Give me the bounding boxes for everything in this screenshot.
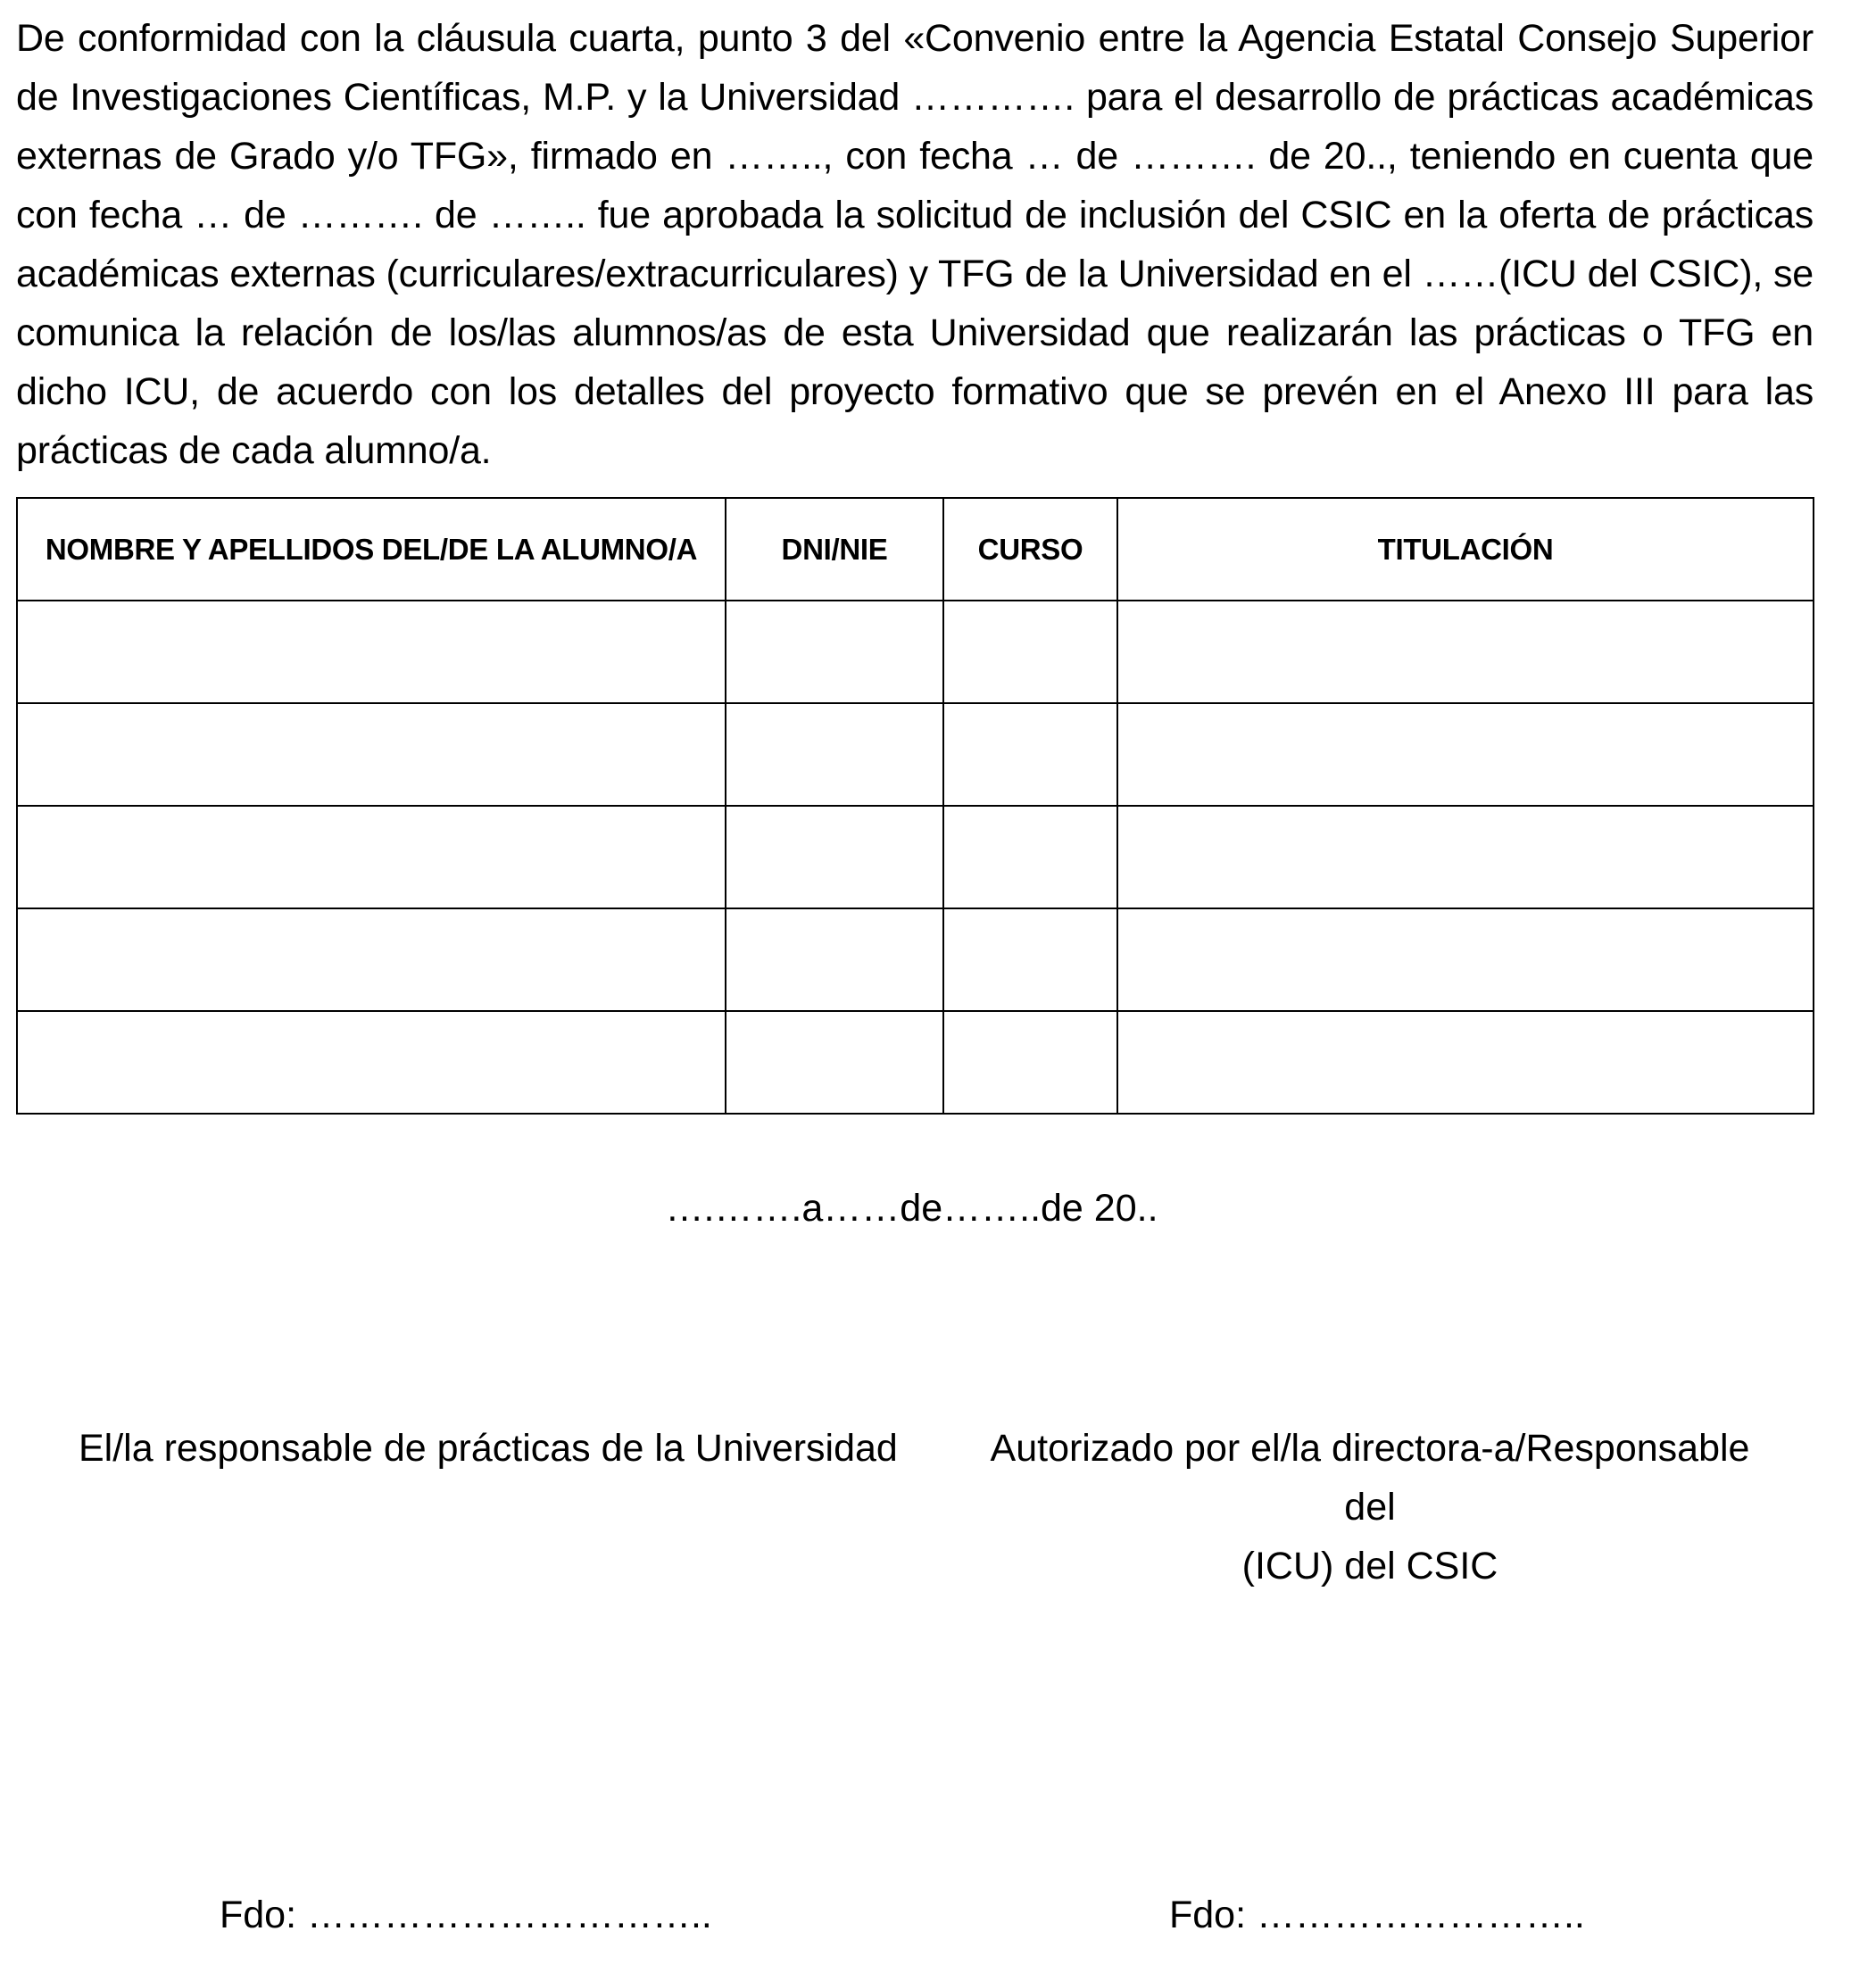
table-header-row (17, 498, 1814, 601)
signature-title-csic-line2: (ICU) del CSIC (1241, 1545, 1498, 1587)
cell-curso[interactable] (943, 1011, 1117, 1114)
signature-title-university: El/la responsable de prácticas de la Universidad (79, 1427, 898, 1470)
header-dni-nie: DNI/NIE (726, 498, 943, 601)
cell-student-name[interactable] (17, 703, 726, 806)
students-table (16, 497, 1814, 1115)
intro-paragraph: De conformidad con la cláusula cuarta, punto 3 del «Convenio entre la Agencia Estatal Consejo Superior de Investigaciones Científicas, M.P. y la Universidad …………. para el desarrollo de prácticas académicas externas de Grado y/o TFG», firmado en …….., con fecha … de ………. de 20.., teniendo en cuenta que con fecha … de ………. de …….. fue aprobada la solicitud de inclusión del CSIC en la oferta de prácticas académicas externas (curriculares/extracurriculares) y TFG de la Universidad en el ……(ICU del CSIC), se comunica la relación de los/las alumnos/as de esta Universidad que realizarán las prácticas o TFG en dicho ICU, de acuerdo con los detalles del proyecto formativo que se prevén en el Anexo III para las prácticas de cada alumno/a. (16, 17, 1814, 472)
signature-fdo-university: Fdo: ………………………….. (220, 1894, 712, 1936)
date-line: ….…….a……de……..de 20.. (665, 1187, 1158, 1230)
cell-dni-nie[interactable] (726, 1011, 943, 1114)
cell-student-name[interactable] (17, 806, 726, 908)
header-titulacion: TITULACIÓN (1117, 498, 1814, 601)
cell-dni-nie[interactable] (726, 806, 943, 908)
cell-dni-nie[interactable] (726, 908, 943, 1011)
cell-dni-nie[interactable] (726, 703, 943, 806)
table-row (17, 806, 1814, 908)
signature-fdo-csic: Fdo: …………………….. (1169, 1894, 1585, 1936)
cell-student-name[interactable] (17, 1011, 726, 1114)
table-row (17, 908, 1814, 1011)
table-row (17, 1011, 1814, 1114)
header-student-name: NOMBRE Y APELLIDOS DEL/DE LA ALUMNO/A (17, 498, 726, 601)
table-row (17, 601, 1814, 703)
cell-curso[interactable] (943, 703, 1117, 806)
cell-curso[interactable] (943, 908, 1117, 1011)
cell-dni-nie[interactable] (726, 601, 943, 703)
cell-curso[interactable] (943, 601, 1117, 703)
cell-titulacion[interactable] (1117, 908, 1814, 1011)
cell-titulacion[interactable] (1117, 1011, 1814, 1114)
signature-title-csic (968, 1419, 1772, 1596)
cell-curso[interactable] (943, 806, 1117, 908)
signature-title-csic-line1: Autorizado por el/la directora-a/Responsable del (990, 1427, 1750, 1529)
table-row (17, 703, 1814, 806)
cell-student-name[interactable] (17, 908, 726, 1011)
cell-student-name[interactable] (17, 601, 726, 703)
cell-titulacion[interactable] (1117, 601, 1814, 703)
cell-titulacion[interactable] (1117, 703, 1814, 806)
header-curso: CURSO (943, 498, 1117, 601)
cell-titulacion[interactable] (1117, 806, 1814, 908)
